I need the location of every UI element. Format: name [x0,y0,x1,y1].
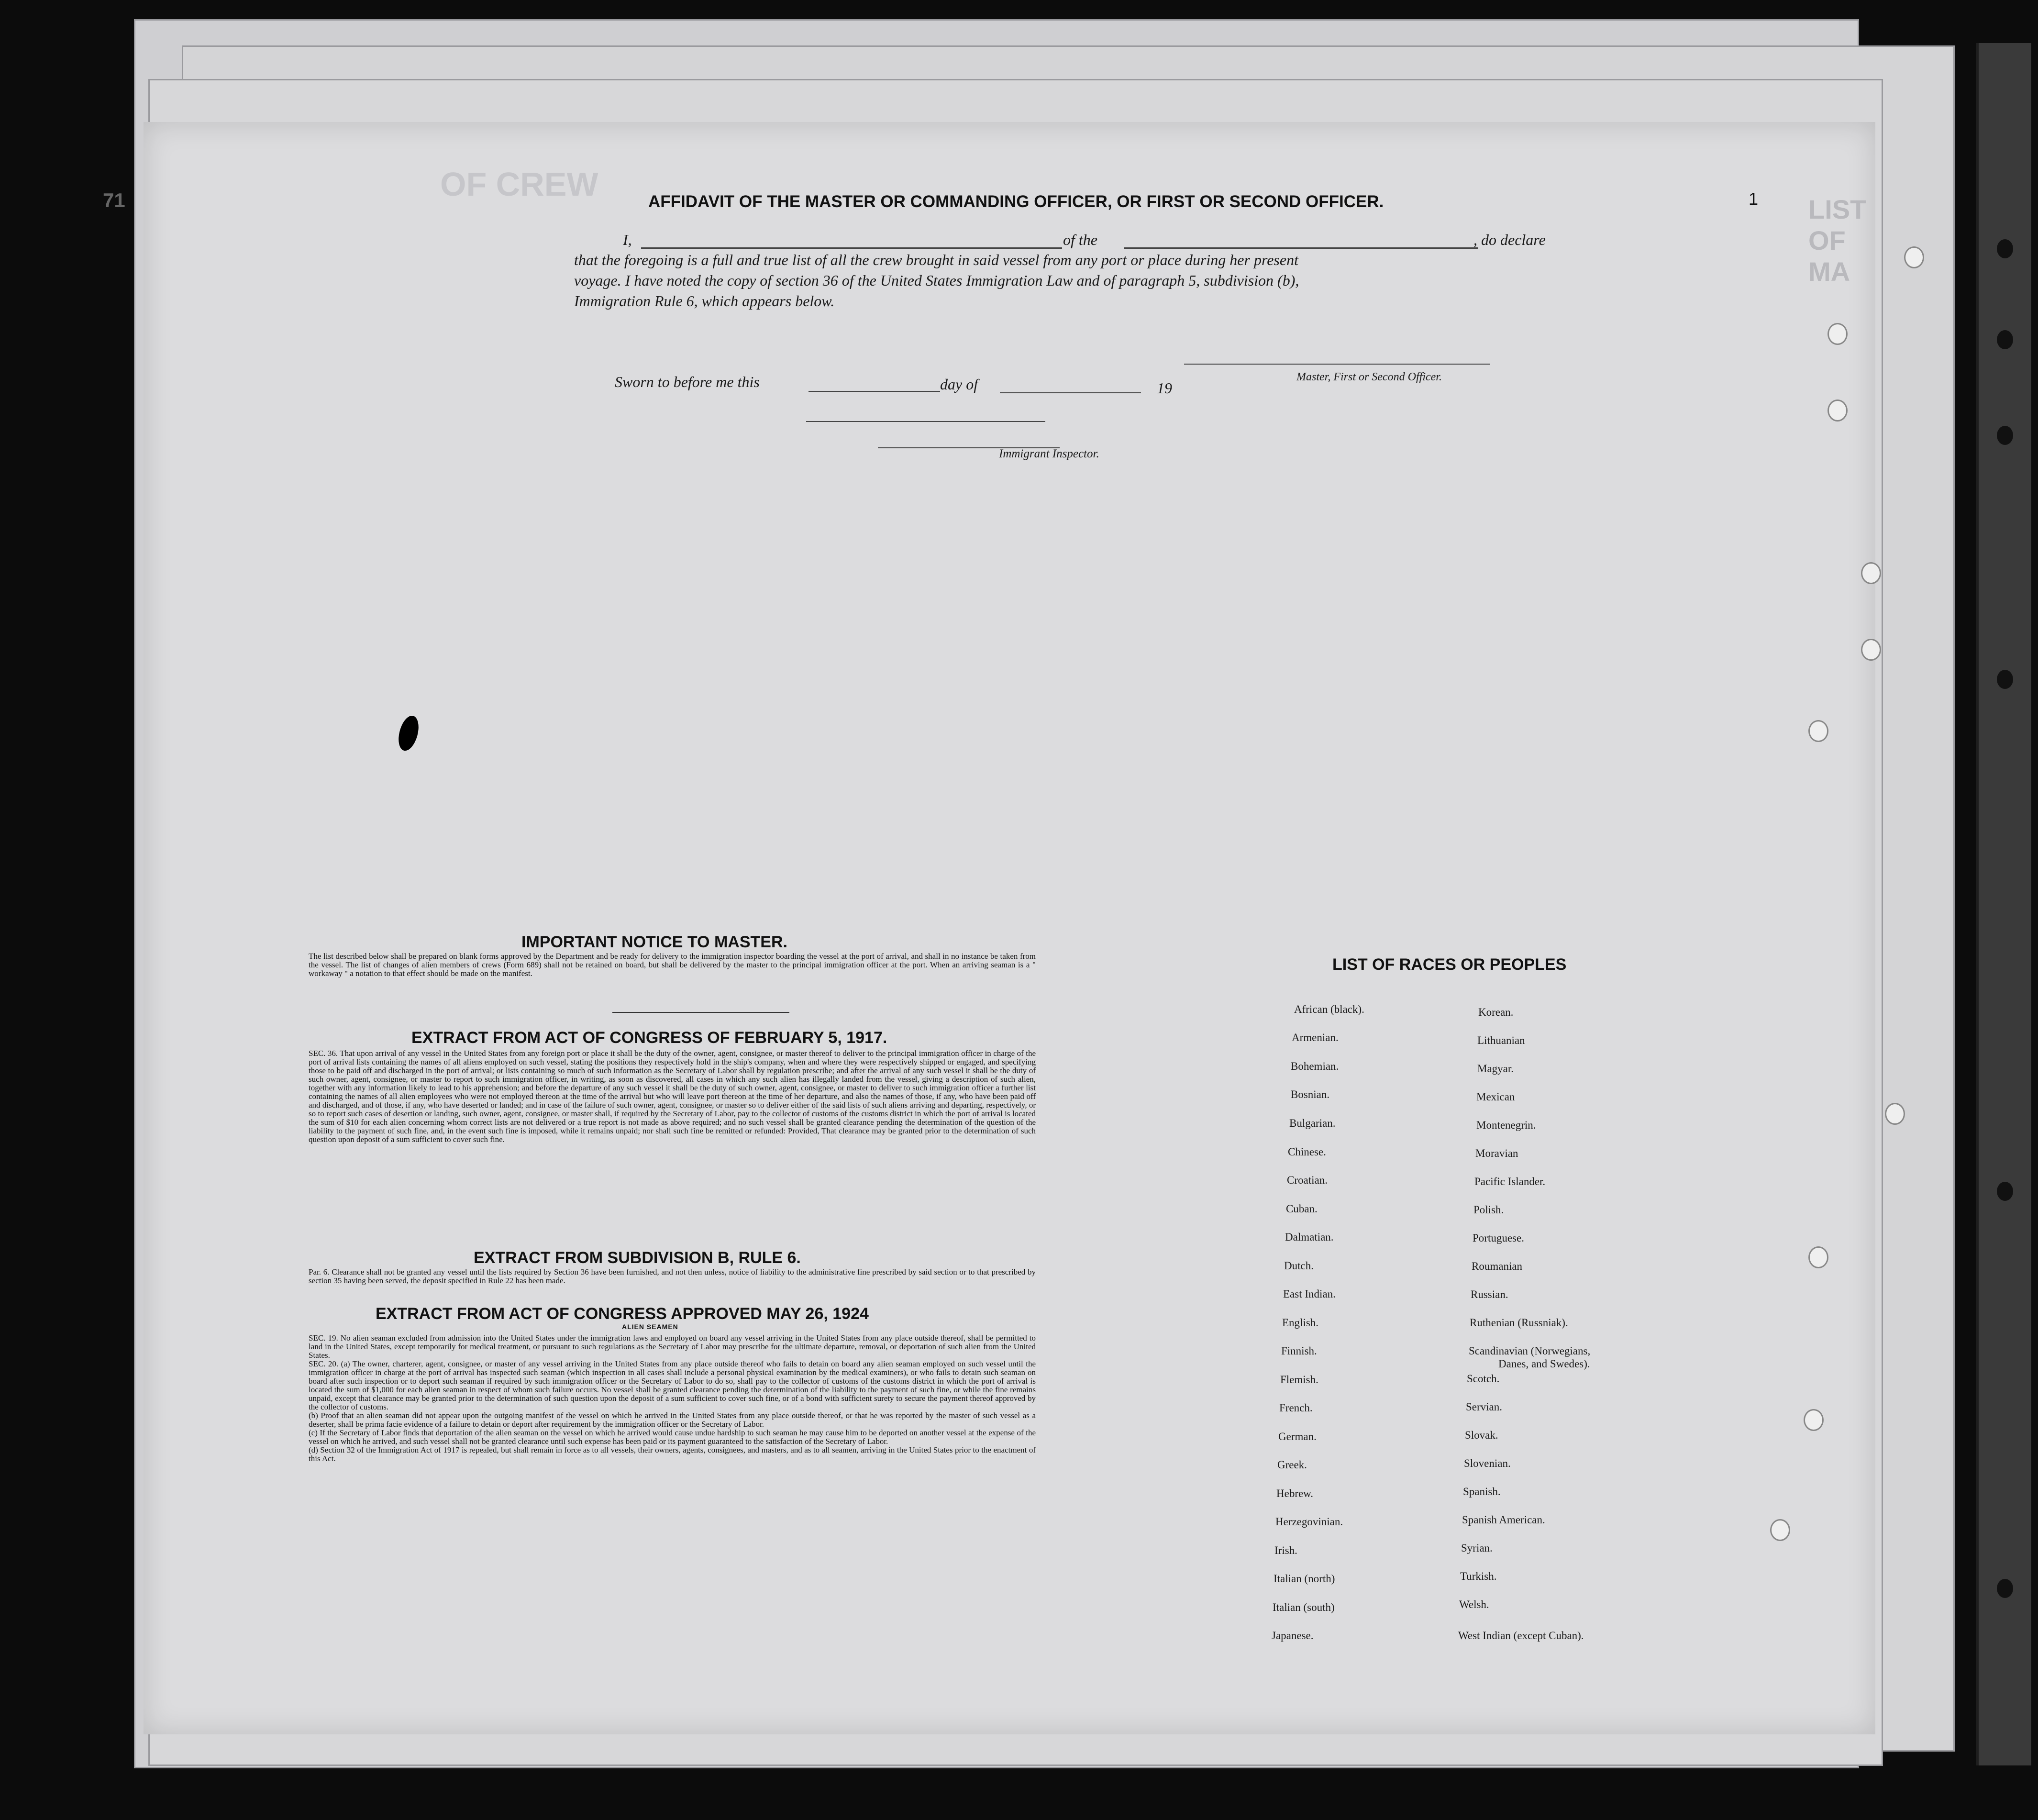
race-item: English. [1282,1317,1319,1329]
rule6-body [309,1268,1036,1285]
punch-hole [1861,562,1881,584]
sworn-label: Sworn to before me this [615,373,760,390]
affidavit-body-line: Immigration Rule 6, which appears below. [574,292,835,310]
race-item: Welsh. [1459,1598,1489,1610]
race-item: Pacific Islander. [1474,1176,1546,1187]
race-item: Russian. [1471,1288,1508,1300]
race-item: Slovak. [1465,1429,1498,1441]
race-item: Italian (north) [1274,1573,1335,1585]
section-divider [612,1012,789,1013]
race-item: Spanish American. [1462,1514,1545,1526]
race-item: French. [1279,1402,1313,1414]
right-margin-mark: 1 [1749,189,1759,209]
race-item: Scotch. [1467,1373,1500,1385]
race-item: Syrian. [1461,1542,1493,1554]
race-item: Scandinavian (Norwegians, [1469,1345,1591,1357]
race-item: German. [1278,1431,1317,1443]
extract-1924-title: EXTRACT FROM ACT OF CONGRESS APPROVED MAY 26, 1924 [376,1305,869,1323]
race-item: Dutch. [1284,1260,1314,1272]
officer-signature-line [1184,364,1490,365]
rule6-text: Par. 6. Clearance shall not be granted any vessel until the lists required by Section 36 have been furnished, and not then unless, notice of liability to the administrative fine prescribed by said section or to that prescribed by section 35 having been served, the deposit specified in Rule 22 has been made. [309,1267,1036,1285]
race-item: Flemish. [1280,1374,1318,1386]
extract-1917-title: EXTRACT FROM ACT OF CONGRESS OF FEBRUARY 5, 1917. [411,1029,887,1047]
race-item: Polish. [1473,1204,1504,1216]
inspector-blank [806,421,1045,422]
extract-1917-text: SEC. 36. That upon arrival of any vessel in the United States from any foreign port or place it shall be the duty of the owner, agent, consignee, or master thereof to deliver to the principal immigration officer in charge of the port of arrival lists containing the names of all aliens employed on such vessel, stating the positions they respectively hold in the ship's company, when and where they were respectively shipped or engaged, and specifying those to be paid off and discharged in the port of arrival; or lists containing so much of such information as the Secretary of Labor shall by regulation prescribe; and after the arrival of any such vessel it shall be the duty of such owner, agent, consignee, or master to report to such immigration officer, in writing, as soon as discovered, all cases in which any such alien has illegally landed from the vessel, giving a description of such alien, together with any information likely to lead to his apprehension; and before the departure of any such vessel it shall be the duty of such owner, agent, consignee, or master to deliver to such immigration officer a further list containing the names of all alien employees who were not employed thereon at the time of the arrival but who will leave port thereon at the time of her departure, and also the names of those, if any, who have been paid off and discharged, and of those, if any, who have deserted or landed; and in case of the failure of such owner, agent, consignee, or master so to deliver either of the said lists of such aliens arriving and departing, respectively, or so to report such cases of desertion or landing, such owner, agent, consignee, or master shall, if required by the Secretary of Labor, pay to the collector of customs of the customs district in which the port of arrival is located the sum of $10 for each alien concerning whom correct lists are not delivered or a true report is not made as above required; and no such vessel shall be granted clearance pending the determination of the question of the liability to the payment of such fine, and, in the event such fine is imposed, while it remains unpaid; nor shall such fine be remitted or refunded: Provided, That clearance may be granted prior to the determination of such question upon deposit of a sum sufficient to cover such fine. [309,1049,1036,1144]
punch-hole [1828,323,1848,345]
race-item: Magyar. [1477,1063,1514,1075]
punch-hole [1808,1246,1828,1268]
race-item: Danes, and Swedes). [1498,1358,1590,1370]
punch-hole [1828,400,1848,422]
notice-text: The list described below shall be prepared on blank forms approved by the Department and be ready for delivery to the immigration inspector boarding the vessel at the port of arrival, and shall in no instance be taken from the vessel. The list of changes of alien members of crews (Form 689) shall not be retained on board, but shall be delivered by the master to the principal immigration officer at the port. When an arriving seaman is a " workaway " a notation to that effect should be made on the manifest. [309,952,1036,978]
affidavit-do-declare: , do declare [1473,231,1546,248]
race-item: Turkish. [1460,1570,1497,1582]
race-item: Herzegovinian. [1275,1516,1343,1528]
binder-hole [1997,1579,2013,1598]
race-item: Irish. [1274,1544,1297,1556]
form-page [103,122,1875,1734]
punch-hole [1885,1103,1905,1125]
race-item: Bohemian. [1291,1060,1339,1072]
race-item: Italian (south) [1273,1601,1335,1613]
officer-signature-label: Master, First or Second Officer. [1296,371,1442,383]
extract-1924-sec20c: (c) If the Secretary of Labor finds that deportation of the alien seaman on the vessel on which he arrived would cause undue hardship to such seaman he may cause him to be deported on another vessel at the expense of the vessel on which he arrived, and such vessel shall not be granted clearance until such expense has been paid or its payment guaranteed to the satisfaction of the Secretary of Labor. [309,1428,1036,1446]
left-margin-mark: 71 [103,189,125,211]
race-item: Chinese. [1288,1146,1326,1158]
punch-hole [1804,1409,1824,1431]
races-title: LIST OF RACES OR PEOPLES [1332,955,1567,974]
race-item: Servian. [1466,1401,1503,1413]
race-item: Mexican [1476,1091,1515,1103]
race-item: Greek. [1277,1459,1307,1471]
rule6-title: EXTRACT FROM SUBDIVISION B, RULE 6. [474,1249,801,1267]
binder-hole [1997,330,2013,349]
race-item: Portuguese. [1473,1232,1524,1244]
race-item: Korean. [1478,1006,1514,1018]
month-blank [1000,392,1141,393]
affidavit-body-line: that the foregoing is a full and true list of all the crew brought in said vessel from any port or place during her present [574,251,1298,268]
notice-body [309,952,1036,978]
affidavit-title: AFFIDAVIT OF THE MASTER OR COMMANDING OFFICER, OR FIRST OR SECOND OFFICER. [648,192,1384,211]
race-item: Roumanian [1472,1260,1523,1272]
inspector-label: Immigrant Inspector. [999,447,1099,460]
ink-smudge [395,713,422,753]
race-item: Japanese. [1272,1630,1314,1642]
race-item: Finnish. [1281,1345,1317,1357]
punch-hole [1808,720,1828,742]
extract-1924-sec20a: SEC. 20. (a) The owner, charterer, agent, consignee, or master of any vessel arriving in the United States from any place outside thereof who fails to detain on board any alien seaman employed on such vessel until the immigration officer in charge at the port of arrival has inspected such seaman (which inspection in all cases shall include a personal physical examination by the medical examiners), or who fails to detain such seaman on board after such inspection or to deport such seaman if required by such immigration officer or the Secretary of Labor to do so, shall pay to the collector of customs of the customs district in which the port of arrival is located the sum of $1,000 for each alien seaman in respect of whom such failure occurs. No vessel shall be granted clearance pending the determination of the liability to the payment of such fine, or while the fine remains unpaid, except that clearance may be granted prior to the determination of such question upon the deposit of a sum sufficient to cover such fine, or of a bond with sufficient surety to secure the payment thereof approved by the collector of customs. [309,1359,1036,1411]
race-item: Bosnian. [1291,1088,1330,1100]
race-item: Moravian [1475,1147,1518,1159]
race-item: Slovenian. [1464,1457,1511,1469]
affidavit-i-label: I, [623,231,632,248]
alien-seamen-subtitle: ALIEN SEAMEN [622,1323,678,1331]
race-item: Ruthenian (Russniak). [1470,1317,1568,1329]
race-item: Lithuanian [1477,1034,1525,1046]
race-item: Hebrew. [1276,1487,1314,1499]
affidavit-body-line: voyage. I have noted the copy of section 36 of the United States Immigration Law and of paragraph 5, subdivision (b), [574,272,1299,289]
punch-hole [1904,246,1924,268]
extract-1924-sec19: SEC. 19. No alien seaman excluded from admission into the United States under the immigration laws and employed on board any vessel arriving in the United States from any place outside thereof, shall be permitted to land in the United States, except temporarily for medical treatment, or pursuant to such regulations as the Secretary of Labor may prescribe for the ultimate departure, removal, or deportation of such alien from the United States. [309,1333,1036,1360]
binder-hole [1997,239,2013,258]
punch-hole [1770,1519,1790,1541]
notice-title: IMPORTANT NOTICE TO MASTER. [521,933,787,951]
race-item: Montenegrin. [1476,1119,1536,1131]
day-of-label: day of [940,376,978,393]
affidavit-of-the: of the [1063,231,1097,248]
binder-hole [1997,1182,2013,1201]
extract-1917-body [309,1049,1036,1144]
name-blank [641,247,1062,249]
year-prefix: 19 [1157,379,1172,397]
binder-strip [1976,43,2031,1765]
extract-1924-body [309,1334,1036,1463]
race-item: Dalmatian. [1285,1231,1334,1243]
extract-1924-sec20b: (b) Proof that an alien seaman did not appear upon the outgoing manifest of the vessel on which he arrived in the United States from any place outside thereof, or that he was reported by the master of such vessel as a deserter, shall be prima facie evidence of a failure to detain or deport after requirement by the immigration officer or the Secretary of Labor. [309,1411,1036,1429]
extract-1924-sec20d: (d) Section 32 of the Immigration Act of 1917 is repealed, but shall remain in force as to all vessels, their owners, agents, consignees, and masters, and as to all seamen, arriving in the United States prior to the enactment of this Act. [309,1445,1036,1463]
day-blank [809,391,940,392]
binder-hole [1997,426,2013,445]
race-item: Bulgarian. [1289,1117,1336,1129]
binder-hole [1997,670,2013,689]
race-item: African (black). [1294,1003,1364,1015]
bleed-through-text: OF CREW [440,166,598,203]
bleed-through-text: LIST OF MA [1808,194,1867,287]
race-item: Spanish. [1463,1486,1501,1498]
race-item: East Indian. [1283,1288,1336,1300]
race-item: Croatian. [1287,1174,1328,1186]
race-item: Cuban. [1286,1203,1318,1215]
race-item: Armenian. [1292,1032,1339,1043]
race-item: West Indian (except Cuban). [1458,1630,1584,1642]
vessel-blank [1124,247,1478,249]
punch-hole [1861,639,1881,661]
